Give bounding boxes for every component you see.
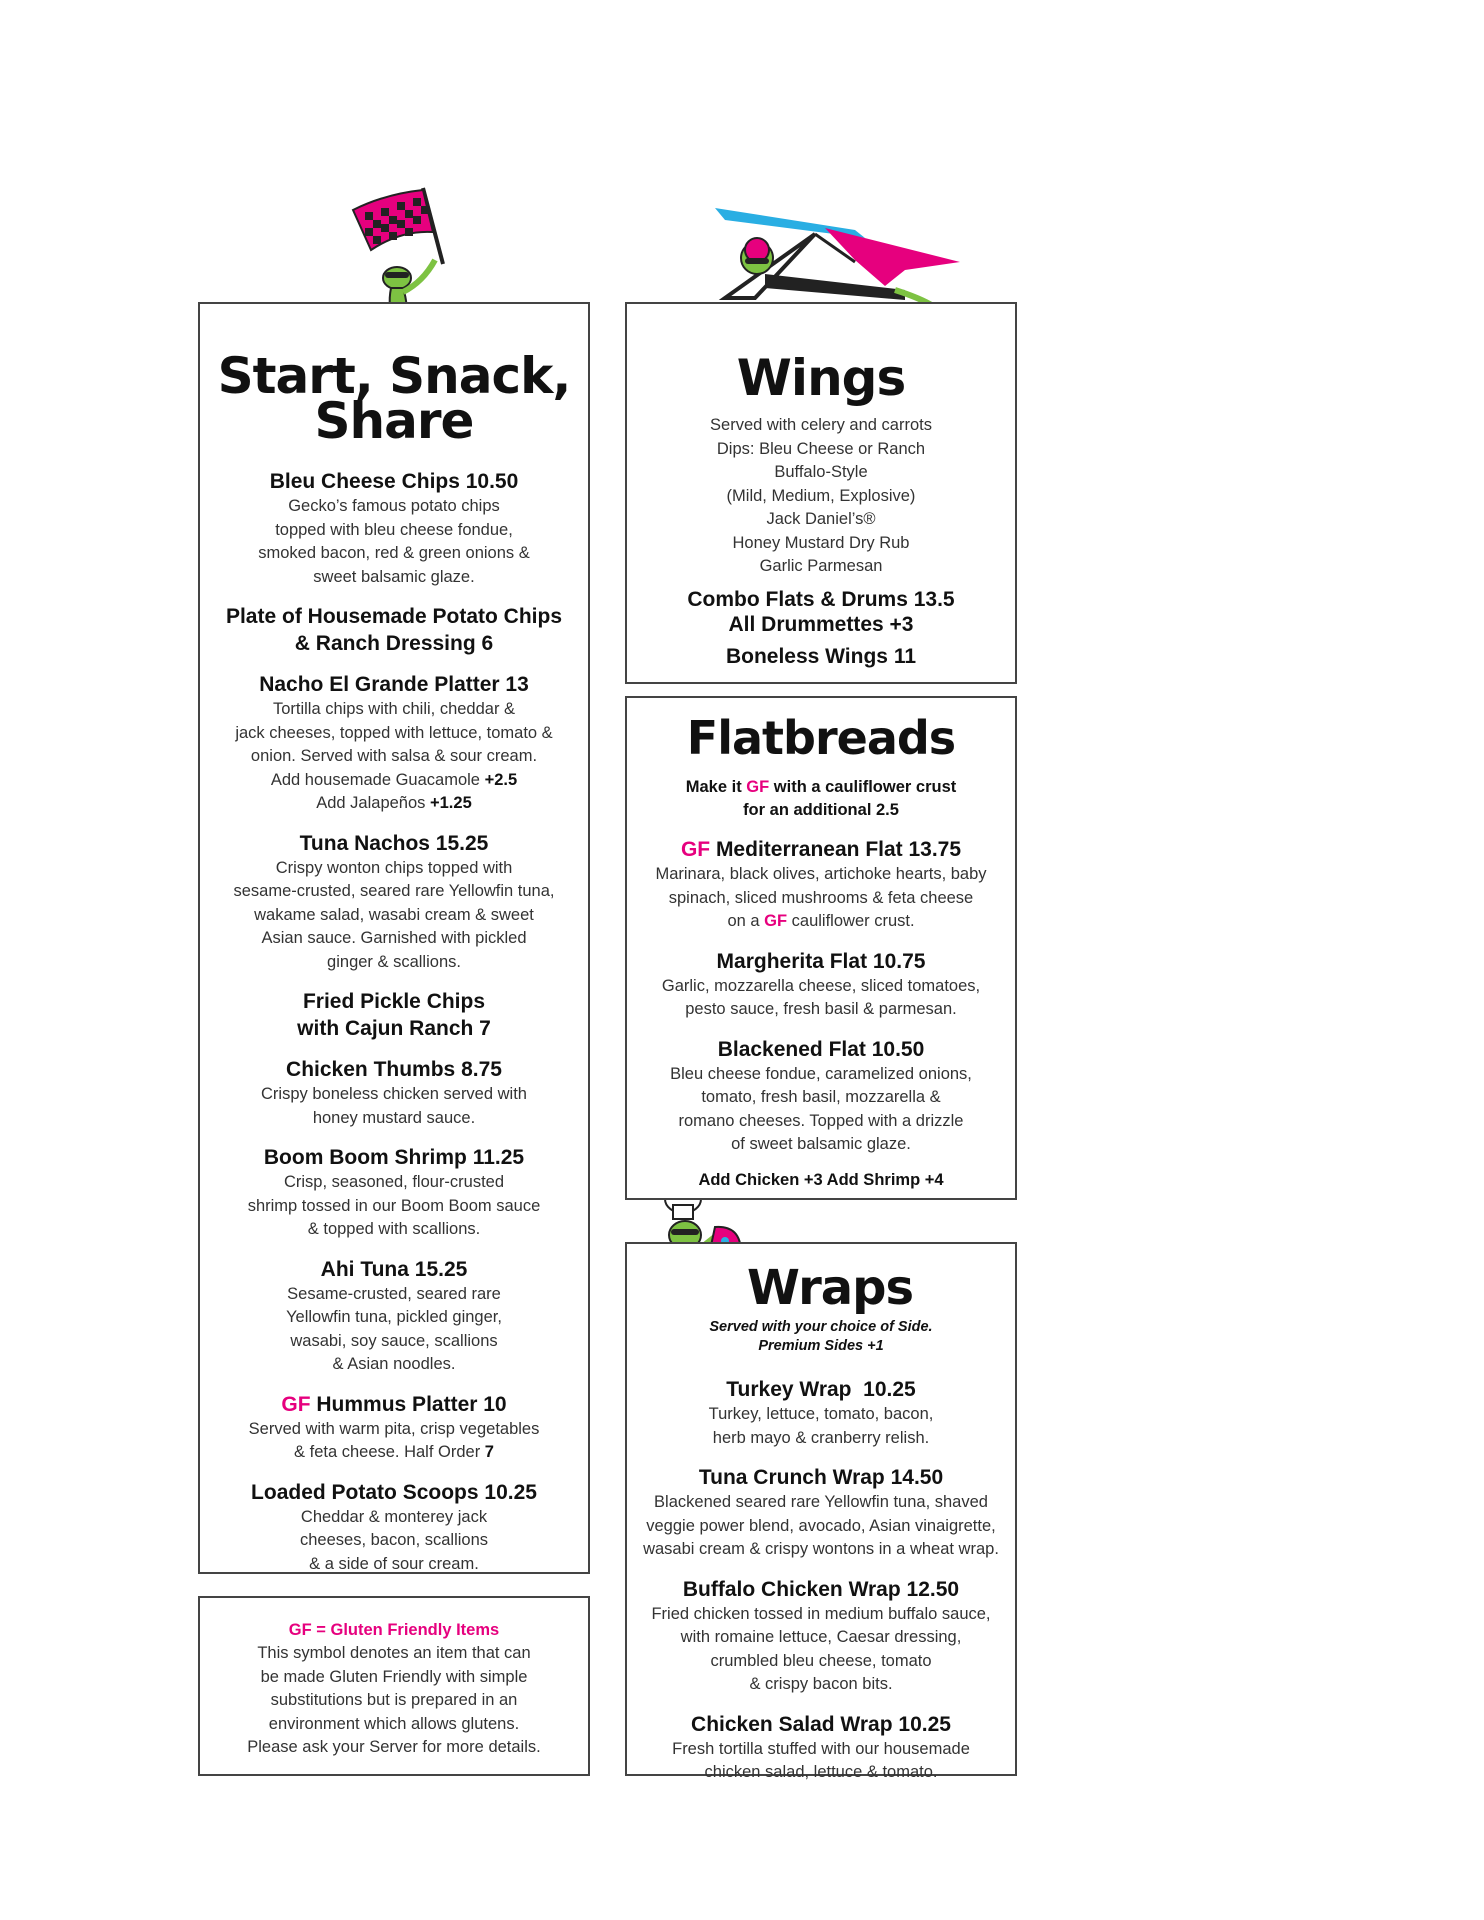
- name-line: Fried Pickle Chips: [302, 990, 486, 1013]
- menu-item-hummus-platter: [200, 1391, 588, 1465]
- menu-item-loaded-potato-scoops: [200, 1479, 588, 1577]
- wings-line: Dips: Bleu Cheese or Ranch: [716, 439, 926, 458]
- desc-line: Asian sauce. Garnished with pickled: [261, 929, 527, 947]
- item-name: Nacho El Grande Platter 13: [259, 673, 529, 696]
- item-description: [627, 863, 1015, 934]
- desc-line: Fresh tortilla stuffed with our housemade: [672, 1739, 970, 1758]
- gf-badge: GF: [746, 778, 770, 796]
- gf-badge: GF: [281, 1392, 311, 1416]
- gf-badge: GF: [680, 838, 711, 861]
- wings-line: Garlic Parmesan: [759, 557, 883, 575]
- menu-item-chicken-salad-wrap: [627, 1711, 1015, 1785]
- wings-title: Wings: [736, 349, 906, 407]
- item-name: Boom Boom Shrimp 11.25: [263, 1146, 525, 1169]
- desc-text: & feta cheese. Half Order: [294, 1443, 485, 1461]
- desc-line: [200, 792, 588, 816]
- item-name: Margherita Flat 10.75: [716, 949, 926, 973]
- menu-item-mediterranean-flat: [627, 836, 1015, 934]
- item-name: Turkey Wrap 10.25: [726, 1378, 916, 1401]
- desc-line: Crispy boneless chicken served with: [261, 1085, 527, 1103]
- item-name: [200, 603, 588, 657]
- intro-line: [627, 776, 1015, 799]
- item-description: [200, 1418, 588, 1465]
- item-description: [627, 975, 1015, 1022]
- gf-note-text: [200, 1642, 588, 1760]
- addon-text: Add housemade Guacamole: [270, 770, 485, 789]
- item-description: [627, 1603, 1015, 1697]
- desc-line: ginger & scallions.: [327, 952, 461, 971]
- item-name: Buffalo Chicken Wrap 12.50: [682, 1577, 960, 1601]
- desc-line: Garlic, mozzarella cheese, sliced tomatoes,: [661, 976, 981, 995]
- flatbreads-gf-intro: [627, 776, 1015, 822]
- gluten-friendly-note-panel: [198, 1596, 590, 1776]
- item-description: [200, 1083, 588, 1130]
- desc-line: crumbled bleu cheese, tomato: [710, 1651, 932, 1670]
- item-name: Blackened Flat 10.50: [717, 1037, 925, 1061]
- desc-line: herb mayo & cranberry relish.: [712, 1428, 930, 1447]
- menu-item-ahi-tuna: [200, 1256, 588, 1377]
- wings-panel: [625, 302, 1017, 684]
- desc-line: Crisp, seasoned, flour-crusted: [283, 1173, 505, 1191]
- menu-item-nacho-el-grande: [200, 671, 588, 816]
- desc-line: romano cheeses. Topped with a drizzle: [678, 1111, 964, 1130]
- desc-line: [200, 1441, 588, 1465]
- intro-text: Make it: [685, 778, 747, 796]
- combo-line: Combo Flats & Drums 13.5: [687, 587, 955, 611]
- desc-line: Yellowfin tuna, pickled ginger,: [286, 1308, 502, 1326]
- wings-line: Buffalo-Style: [774, 463, 868, 481]
- start-title-line2: Share: [314, 392, 474, 450]
- desc-line: Cheddar & monterey jack: [300, 1507, 488, 1526]
- desc-line: [200, 769, 588, 793]
- desc-line: honey mustard sauce.: [312, 1108, 476, 1127]
- desc-text: cauliflower crust.: [787, 912, 915, 930]
- menu-item-tuna-crunch-wrap: [627, 1464, 1015, 1562]
- wings-description: [627, 414, 1015, 579]
- wraps-subtitle: [627, 1318, 1015, 1356]
- combo-line: All Drummettes +3: [728, 612, 914, 636]
- addon-price: +1.25: [430, 794, 472, 812]
- start-title-line1: Start, Snack,: [217, 347, 571, 405]
- desc-line: smoked bacon, red & green onions &: [258, 544, 530, 562]
- item-name: [627, 836, 1015, 863]
- half-order-price: 7: [484, 1443, 494, 1461]
- item-name: Chicken Thumbs 8.75: [286, 1058, 502, 1081]
- gf-note-title: GF = Gluten Friendly Items: [288, 1621, 500, 1639]
- gf-badge: GF: [764, 912, 788, 930]
- intro-text: with a cauliflower crust: [769, 778, 957, 796]
- note-line: be made Gluten Friendly with simple: [260, 1667, 528, 1686]
- desc-line: Served with warm pita, crisp vegetables: [248, 1419, 540, 1438]
- desc-line: & a side of sour cream.: [309, 1554, 479, 1573]
- desc-line: cheeses, bacon, scallions: [299, 1531, 489, 1549]
- desc-line: [627, 910, 1015, 934]
- wings-line: (Mild, Medium, Explosive): [726, 486, 916, 505]
- menu-item-bleu-cheese-chips: [200, 468, 588, 589]
- desc-line: sesame-crusted, seared rare Yellowfin tuna,: [233, 882, 555, 900]
- item-name: Loaded Potato Scoops 10.25: [251, 1480, 537, 1504]
- desc-line: Marinara, black olives, artichoke hearts, baby: [655, 865, 987, 883]
- note-line: Please ask your Server for more details.: [247, 1738, 541, 1756]
- desc-line: Bleu cheese fondue, caramelized onions,: [670, 1064, 972, 1083]
- desc-line: Crispy wonton chips topped with: [275, 858, 513, 877]
- item-description: [200, 1283, 588, 1377]
- item-description: [200, 1171, 588, 1242]
- item-description: [200, 1506, 588, 1577]
- menu-item-boom-boom-shrimp: [200, 1144, 588, 1242]
- desc-line: Gecko’s famous potato chips: [288, 497, 500, 515]
- item-description: [200, 857, 588, 975]
- desc-line: & Asian noodles.: [332, 1355, 456, 1373]
- item-name: Chicken Salad Wrap 10.25: [691, 1712, 951, 1736]
- item-name: Tuna Nachos 15.25: [299, 831, 489, 855]
- desc-line: shrimp tossed in our Boom Boom sauce: [247, 1196, 541, 1215]
- wings-line: Jack Daniel’s®: [766, 510, 876, 528]
- desc-line: Fried chicken tossed in medium buffalo sauce,: [651, 1604, 991, 1623]
- name-line: & Ranch Dressing 6: [294, 632, 494, 655]
- item-description: [627, 1491, 1015, 1562]
- desc-line: Blackened seared rare Yellowfin tuna, shaved: [654, 1493, 988, 1511]
- intro-line: for an additional 2.5: [743, 801, 899, 819]
- desc-line: wasabi, soy sauce, scallions: [290, 1331, 498, 1350]
- desc-line: sweet balsamic glaze.: [313, 567, 475, 586]
- flatbreads-addons: Add Chicken +3 Add Shrimp +4: [698, 1170, 944, 1189]
- desc-line: with romaine lettuce, Caesar dressing,: [680, 1628, 962, 1646]
- item-name-text: Mediterranean Flat 13.75: [710, 838, 962, 861]
- desc-line: Tortilla chips with chili, cheddar &: [272, 700, 516, 718]
- name-line: Plate of Housemade Potato Chips: [225, 605, 563, 628]
- desc-line: pesto sauce, fresh basil & parmesan.: [685, 1000, 957, 1018]
- flatbreads-title: Flatbreads: [686, 711, 956, 765]
- item-description: [627, 1403, 1015, 1450]
- item-name: [200, 988, 588, 1042]
- menu-item-blackened-flat: [627, 1036, 1015, 1157]
- menu-item-buffalo-chicken-wrap: [627, 1576, 1015, 1697]
- desc-line: onion. Served with salsa & sour cream.: [250, 747, 538, 765]
- wings-line: Served with celery and carrots: [710, 416, 932, 434]
- desc-line: Sesame-crusted, seared rare: [287, 1284, 501, 1303]
- start-title: [200, 347, 588, 450]
- item-name: Tuna Crunch Wrap 14.50: [698, 1466, 944, 1489]
- desc-line: & topped with scallions.: [307, 1220, 481, 1238]
- menu-item-fried-pickle-chips: [200, 988, 588, 1042]
- desc-line: spinach, sliced mushrooms & feta cheese: [668, 888, 974, 907]
- desc-line: chicken salad, lettuce & tomato.: [704, 1763, 938, 1781]
- menu-item-housemade-potato-chips: [200, 603, 588, 657]
- item-name: Ahi Tuna 15.25: [320, 1257, 468, 1281]
- desc-line: wakame salad, wasabi cream & sweet: [254, 905, 534, 924]
- item-name-text: Hummus Platter 10: [310, 1392, 507, 1416]
- desc-line: Turkey, lettuce, tomato, bacon,: [708, 1405, 934, 1423]
- desc-text: on a: [727, 912, 765, 930]
- wings-line: Honey Mustard Dry Rub: [732, 533, 910, 552]
- desc-line: tomato, fresh basil, mozzarella &: [701, 1088, 941, 1106]
- menu-item-chicken-thumbs: [200, 1056, 588, 1130]
- menu-item-turkey-wrap: [627, 1376, 1015, 1450]
- name-line: with Cajun Ranch 7: [297, 1017, 491, 1040]
- desc-line: topped with bleu cheese fondue,: [275, 520, 513, 539]
- wraps-title: Wraps: [747, 1260, 914, 1316]
- desc-line: veggie power blend, avocado, Asian vinaigrette,: [646, 1516, 996, 1535]
- item-description: [200, 698, 588, 816]
- addon-price: +2.5: [484, 770, 518, 789]
- desc-line: of sweet balsamic glaze.: [731, 1135, 911, 1153]
- item-name: Bleu Cheese Chips 10.50: [269, 470, 519, 493]
- desc-line: & crispy bacon bits.: [749, 1675, 893, 1693]
- flatbreads-panel: [625, 696, 1017, 1200]
- item-description: [627, 1738, 1015, 1785]
- item-description: [627, 1063, 1015, 1157]
- wings-combo: [627, 587, 1015, 637]
- item-description: [200, 495, 588, 589]
- note-line: environment which allows glutens.: [268, 1714, 520, 1733]
- item-name: [200, 1391, 588, 1418]
- subtitle-line: Served with your choice of Side.: [709, 1319, 933, 1335]
- subtitle-line: Premium Sides +1: [758, 1338, 884, 1354]
- note-line: This symbol denotes an item that can: [257, 1644, 531, 1662]
- menu-item-tuna-nachos: [200, 830, 588, 975]
- menu-item-margherita-flat: [627, 948, 1015, 1022]
- desc-line: wasabi cream & crispy wontons in a wheat wrap.: [643, 1540, 999, 1558]
- boneless-wings: Boneless Wings 11: [725, 644, 917, 668]
- start-snack-share-panel: [198, 302, 590, 1574]
- note-line: substitutions but is prepared in an: [270, 1691, 518, 1709]
- addon-text: Add Jalapeños: [316, 794, 430, 812]
- desc-line: jack cheeses, topped with lettuce, tomato &: [235, 723, 553, 742]
- wraps-panel: [625, 1242, 1017, 1781]
